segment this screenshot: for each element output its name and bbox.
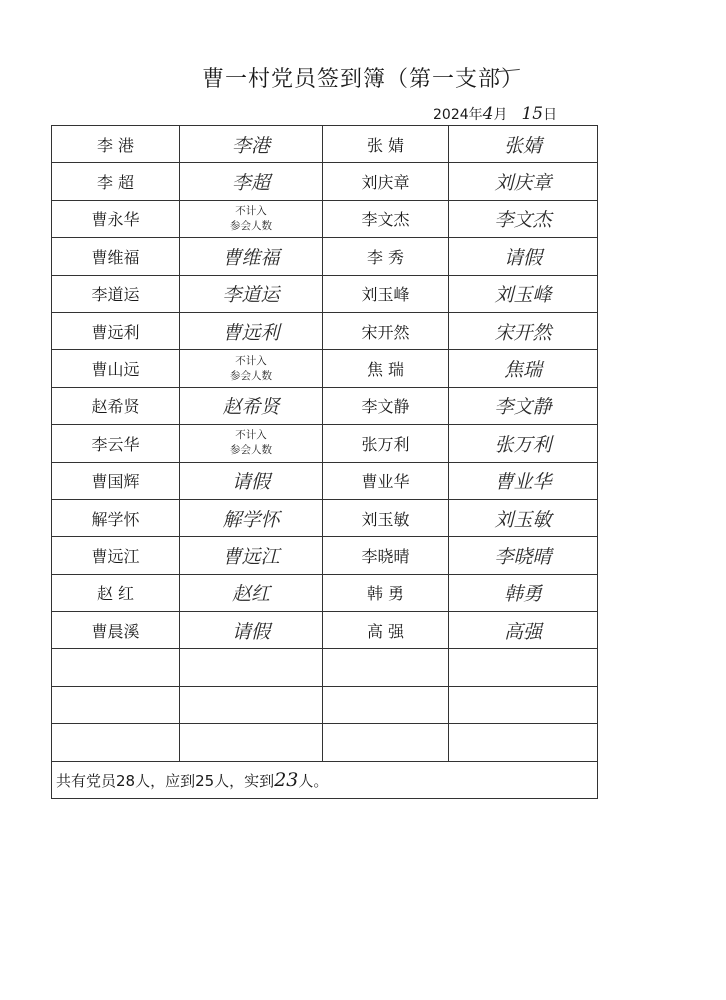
date-month-label: 月 [493, 107, 508, 123]
table-row [52, 200, 598, 237]
empty-cell [180, 686, 323, 723]
excluded-note [180, 425, 323, 462]
table-row [52, 126, 598, 163]
member-name: 李晓晴 [323, 537, 449, 574]
table-row [52, 163, 598, 200]
member-name: 李云华 [52, 425, 180, 462]
table-row [52, 612, 598, 649]
signature: 刘玉峰 [449, 275, 598, 312]
date-month-handwritten: 4 [482, 104, 494, 124]
member-name: 宋开然 [323, 312, 449, 349]
signature: 刘庆章 [449, 163, 598, 200]
empty-cell [52, 724, 180, 761]
empty-cell [323, 649, 449, 686]
empty-cell [180, 724, 323, 761]
member-name: 赵 红 [52, 574, 180, 611]
signature: 韩勇 [449, 574, 598, 611]
signature: 刘玉敏 [449, 499, 598, 536]
table-row [52, 537, 598, 574]
empty-row [52, 649, 598, 686]
member-name: 李 秀 [323, 238, 449, 275]
excluded-note-line: 参会人数 [230, 219, 272, 232]
member-name: 曹业华 [323, 462, 449, 499]
member-name: 焦 瑞 [323, 350, 449, 387]
member-name: 刘庆章 [323, 163, 449, 200]
table-row [52, 275, 598, 312]
excluded-note-line: 参会人数 [230, 444, 272, 457]
summary-suffix: 人。 [298, 771, 329, 790]
signature: 焦瑞 [449, 350, 598, 387]
empty-row [52, 724, 598, 761]
summary-prefix: 共有党员28人，应到25人，实到 [56, 771, 275, 790]
signature: 张婧 [449, 126, 598, 163]
member-name: 曹远利 [52, 312, 180, 349]
empty-row [52, 686, 598, 723]
member-name: 李道运 [52, 275, 180, 312]
empty-cell [449, 724, 598, 761]
member-name: 解学怀 [52, 499, 180, 536]
date-day-label: 日 [543, 107, 558, 123]
excluded-note-line: 不计入 [235, 354, 267, 367]
signature: 请假 [180, 462, 323, 499]
table-row [52, 350, 598, 387]
member-name: 曹永华 [52, 200, 180, 237]
signature: 李晓晴 [449, 537, 598, 574]
signature: 请假 [180, 612, 323, 649]
member-name: 曹晨溪 [52, 612, 180, 649]
member-name: 张 婧 [323, 126, 449, 163]
member-name: 高 强 [323, 612, 449, 649]
signature: 请假 [449, 238, 598, 275]
member-name: 曹国辉 [52, 462, 180, 499]
attendance-summary [52, 761, 598, 798]
empty-cell [449, 686, 598, 723]
signature: 解学怀 [180, 499, 323, 536]
member-name: 韩 勇 [323, 574, 449, 611]
member-name: 张万利 [323, 425, 449, 462]
empty-cell [449, 649, 598, 686]
signature: 李超 [180, 163, 323, 200]
signature: 李港 [180, 126, 323, 163]
member-name: 赵希贤 [52, 387, 180, 424]
excluded-note-line: 参会人数 [230, 369, 272, 382]
signature: 赵红 [180, 574, 323, 611]
table-row [52, 238, 598, 275]
signature: 曹远利 [180, 312, 323, 349]
signature: 李道运 [180, 275, 323, 312]
signature: 李文静 [449, 387, 598, 424]
excluded-note-line: 不计入 [235, 204, 267, 217]
member-name: 曹维福 [52, 238, 180, 275]
empty-cell [323, 724, 449, 761]
member-name: 李文杰 [323, 200, 449, 237]
member-name: 曹远江 [52, 537, 180, 574]
member-name: 刘玉峰 [323, 275, 449, 312]
sign-in-table [51, 125, 598, 799]
sheet-title: 曹一村党员签到簿（第一支部） [201, 67, 524, 92]
signature: 张万利 [449, 425, 598, 462]
member-name: 李文静 [323, 387, 449, 424]
sign-in-date [433, 104, 557, 124]
table-row [52, 425, 598, 462]
signature: 曹远江 [180, 537, 323, 574]
excluded-note [180, 200, 323, 237]
member-name: 李 超 [52, 163, 180, 200]
summary-row [52, 761, 598, 798]
member-name: 曹山远 [52, 350, 180, 387]
date-day-handwritten: 15 [521, 104, 544, 124]
signature: 赵希贤 [180, 387, 323, 424]
signature: 曹维福 [180, 238, 323, 275]
member-name: 李 港 [52, 126, 180, 163]
member-name: 刘玉敏 [323, 499, 449, 536]
signature: 李文杰 [449, 200, 598, 237]
empty-cell [180, 649, 323, 686]
table-row [52, 574, 598, 611]
empty-cell [52, 686, 180, 723]
empty-cell [52, 649, 180, 686]
table-row [52, 387, 598, 424]
date-year: 2024年 [433, 107, 483, 123]
excluded-note [180, 350, 323, 387]
signature: 曹业华 [449, 462, 598, 499]
table-row [52, 462, 598, 499]
signature: 高强 [449, 612, 598, 649]
table-row [52, 499, 598, 536]
actual-count-handwritten: 23 [274, 768, 299, 791]
excluded-note-line: 不计入 [235, 429, 267, 442]
signature: 宋开然 [449, 312, 598, 349]
table-row [52, 312, 598, 349]
empty-cell [323, 686, 449, 723]
